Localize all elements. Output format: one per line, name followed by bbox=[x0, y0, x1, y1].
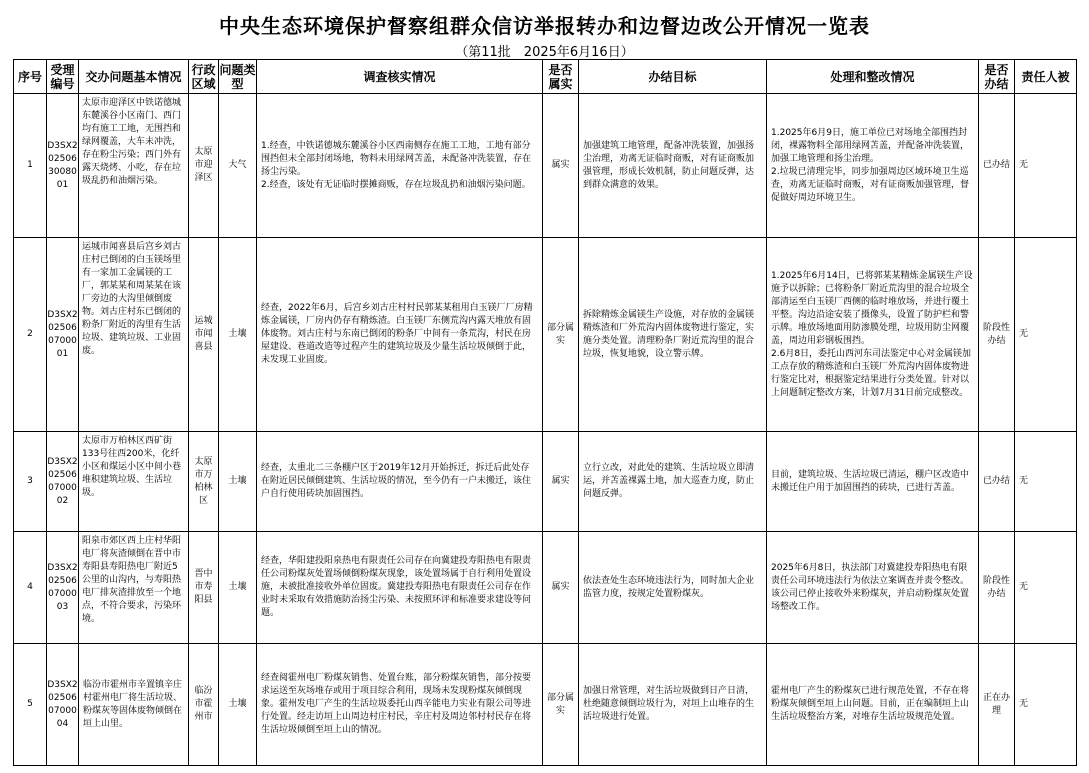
row-problem: 太原市万柏林区西矿街133号往西200米，化纤小区和煤运小区中间小巷堆积建筑垃圾、生活垃圾。 bbox=[79, 432, 189, 532]
table-row bbox=[14, 532, 1077, 644]
row-region: 晋中市寿阳县 bbox=[189, 532, 219, 644]
row-id: D3SX2025060700001 bbox=[47, 238, 79, 432]
handling-paragraph: 2.6月8日，委托山西河东司法鉴定中心对金属镁加工点存放的精炼渣和白玉镁厂外荒沟内固体废物进行鉴定比对，根据鉴定结果进行分类处置。针对以上问题制定整改方案，计划7月31日前完成整改。 bbox=[771, 348, 972, 398]
row-seq: 2 bbox=[14, 238, 47, 432]
row-goal: 依法查处生态环境违法行为，同时加大企业监管力度，按规定处置粉煤灰。 bbox=[579, 532, 767, 644]
row-done: 阶段性办结 bbox=[979, 238, 1015, 432]
header-goal: 办结目标 bbox=[579, 60, 767, 94]
header-handling: 处理和整改情况 bbox=[767, 60, 979, 94]
row-verified: 属实 bbox=[543, 532, 579, 644]
row-id: D3SX2025060700002 bbox=[47, 432, 79, 532]
row-region: 临汾市霍州市 bbox=[189, 644, 219, 766]
row-goal: 拆除精炼金属镁生产设施，对存放的金属镁精炼渣和厂外荒沟内固体废物进行鉴定，实施分类处置。清理粉条厂附近荒沟里的混合垃圾，恢复地貌，设立警示牌。 bbox=[579, 238, 767, 432]
row-handling bbox=[767, 644, 979, 766]
investigation-paragraph: 经查，太重北二三条棚户区于2019年12月开始拆迁，拆迁后此处存在附近居民倾倒建筑、生活垃圾的情况，至今仍有一户未搬迁，该住户自行使用砖块加固围挡。 bbox=[261, 463, 532, 499]
handling-paragraph: 2025年6月8日，执法部门对冀建投寿阳热电有限责任公司环境违法行为依法立案调查并责令整改。该公司已停止接收外来粉煤灰，并启动粉煤灰处置场整改工作。 bbox=[771, 562, 970, 612]
handling-paragraph: 1.2025年6月9日，施工单位已对场地全部围挡封闭，裸露物料全部用绿网苫盖，并配备冲洗装置，加强工地管理和扬尘治理。 bbox=[771, 127, 970, 164]
row-verified: 属实 bbox=[543, 94, 579, 238]
table-row bbox=[14, 94, 1077, 238]
row-region: 太原市迎泽区 bbox=[189, 94, 219, 238]
header-seq: 序号 bbox=[14, 60, 47, 94]
header-done: 是否办结 bbox=[979, 60, 1015, 94]
page-title: 中央生态环境保护督察组群众信访举报转办和边督边改公开情况一览表 bbox=[219, 14, 870, 38]
row-id: D3SX2025060700004 bbox=[47, 644, 79, 766]
header-id: 受理编号 bbox=[47, 60, 79, 94]
row-type: 土壤 bbox=[219, 238, 257, 432]
handling-paragraph: 霍州电厂产生的粉煤灰已进行规范处置，不存在将粉煤灰倾倒至垣上山问题。目前，正在编制垣上山生活垃圾整治方案，对堆存生活垃圾规范处置。 bbox=[771, 686, 970, 722]
row-accountable: 无 bbox=[1015, 532, 1077, 644]
row-handling bbox=[767, 94, 979, 238]
row-investigation bbox=[257, 432, 543, 532]
header-problem: 交办问题基本情况 bbox=[79, 60, 189, 94]
row-problem: 阳泉市郊区西上庄村华阳电厂将灰渣倾倒在晋中市寿阳县寿阳热电厂附近5公里的山沟内，与寿阳热电厂排灰渣排放至一个地点，不符合要求，污染环境。 bbox=[79, 532, 189, 644]
row-accountable: 无 bbox=[1015, 238, 1077, 432]
row-type: 土壤 bbox=[219, 644, 257, 766]
table-row bbox=[14, 238, 1077, 432]
header-type: 问题类型 bbox=[219, 60, 257, 94]
handling-paragraph: 目前，建筑垃圾、生活垃圾已清运，棚户区改造中未搬迁住户用于加固围挡的砖块，已进行苫盖。 bbox=[771, 469, 970, 493]
row-done: 已办结 bbox=[979, 432, 1015, 532]
row-seq: 5 bbox=[14, 644, 47, 766]
row-type: 大气 bbox=[219, 94, 257, 238]
row-problem: 太原市迎泽区中铁诺德城东麓溪谷小区南门、西门均有施工工地，无围挡和绿网覆盖，大车未冲洗，存在粉尘污染；西门外有露天烧烤、小吃，存在垃圾乱扔和油烟污染。 bbox=[79, 94, 189, 238]
header-verified: 是否属实 bbox=[543, 60, 579, 94]
report-table bbox=[13, 59, 1077, 766]
row-accountable: 无 bbox=[1015, 432, 1077, 532]
row-handling bbox=[767, 532, 979, 644]
row-seq: 1 bbox=[14, 94, 47, 238]
investigation-paragraph: 经查，华阳建投阳泉热电有限责任公司存在向冀建投寿阳热电有限责任公司粉煤灰处置场倾倒粉煤灰现象，该处置场属于自行利用处置设施，未被批准接收外单位固废。冀建投寿阳热电有限责任公司存在作业时未采取有效措施防治扬尘污染、未按照环评和标准要求建设等问题。 bbox=[261, 556, 532, 618]
row-done: 阶段性办结 bbox=[979, 532, 1015, 644]
row-problem: 临汾市霍州市辛置镇辛庄村霍州电厂将生活垃圾、粉煤灰等固体废物倾倒在垣上山里。 bbox=[79, 644, 189, 766]
handling-paragraph: 2.垃圾已清理完毕，同步加强周边区域环境卫生巡查，劝离无证临时商贩，对有证商贩加强管理，督促做好周边环境卫生。 bbox=[771, 166, 970, 203]
row-done: 正在办理 bbox=[979, 644, 1015, 766]
row-goal: 立行立改，对此处的建筑、生活垃圾立即清运，并苫盖裸露土地，加大巡查力度，防止问题反弹。 bbox=[579, 432, 767, 532]
row-id: D3SX2025060700003 bbox=[47, 532, 79, 644]
row-verified: 部分属实 bbox=[543, 238, 579, 432]
row-seq: 3 bbox=[14, 432, 47, 532]
row-verified: 属实 bbox=[543, 432, 579, 532]
row-problem: 运城市闻喜县后宫乡刘古庄村已倒闭的白玉镁场里有一家加工金属镁的工厂，郭某某和周某某在该厂旁边的大沟里倾倒废物。刘古庄村东已倒闭的粉条厂附近的沟里有生活垃圾、建筑垃圾、工业固废。 bbox=[79, 238, 189, 432]
row-verified: 部分属实 bbox=[543, 644, 579, 766]
row-region: 运城市闻喜县 bbox=[189, 238, 219, 432]
header-row bbox=[14, 60, 1077, 94]
row-type: 土壤 bbox=[219, 432, 257, 532]
row-investigation bbox=[257, 94, 543, 238]
investigation-paragraph: 经查，2022年6月，后宫乡刘古庄村村民郭某某租用白玉镁厂厂房精炼金属镁，厂房内仍存有精炼渣。白玉镁厂东侧荒沟内露天堆放有固体废物。刘古庄村与东南已倒闭的粉条厂中间有一条荒沟，村民在房屋建设、巷道改造等过程产生的建筑垃圾及少量生活垃圾倾倒于此，未发现工业固废。 bbox=[261, 303, 533, 365]
row-investigation bbox=[257, 532, 543, 644]
row-region: 太原市万柏林区 bbox=[189, 432, 219, 532]
header-region: 行政区域 bbox=[189, 60, 219, 94]
row-accountable: 无 bbox=[1015, 644, 1077, 766]
handling-paragraph: 1.2025年6月14日，已将郭某某精炼金属镁生产设施予以拆除；已将粉条厂附近荒沟里的混合垃圾全部清运至白玉镁厂西侧的临时堆放场，并进行覆土平整。沟边沿途安装了摄像头，设置了防护栏和警示牌。堆放场地面用防渗膜处理，垃圾用防尘网覆盖，周边用彩钢板围挡。 bbox=[771, 270, 973, 346]
row-accountable: 无 bbox=[1015, 94, 1077, 238]
row-id: D3SX2025063008001 bbox=[47, 94, 79, 238]
page-subtitle: （第11批 2025年6月16日） bbox=[455, 45, 634, 60]
row-handling bbox=[767, 432, 979, 532]
row-goal: 加强建筑工地管理，配备冲洗装置，加强扬尘治理，劝离无证临时商贩，对有证商贩加强管理，形成长效机制，防止问题反弹，达到群众满意的效果。 bbox=[579, 94, 767, 238]
row-investigation bbox=[257, 238, 543, 432]
investigation-paragraph: 1.经查，中铁诺德城东麓溪谷小区西南侧存在施工工地，工地有部分围挡但未全部封闭场地，物料未用绿网苫盖，未配备冲洗装置，存在扬尘污染。 bbox=[261, 140, 532, 177]
header-investigation: 调查核实情况 bbox=[257, 60, 543, 94]
row-investigation bbox=[257, 644, 543, 766]
investigation-paragraph: 2.经查，该处有无证临时摆摊商贩，存在垃圾乱扔和油烟污染问题。 bbox=[261, 179, 531, 190]
row-handling bbox=[767, 238, 979, 432]
row-goal: 加强日常管理，对生活垃圾做到日产日清，杜绝随意倾倒垃圾行为，对垣上山堆存的生活垃圾进行处置。 bbox=[579, 644, 767, 766]
table-row bbox=[14, 432, 1077, 532]
row-type: 土壤 bbox=[219, 532, 257, 644]
header-accountable: 责任人被 bbox=[1015, 60, 1077, 94]
investigation-paragraph: 经查阅霍州电厂粉煤灰销售、处置台账，部分粉煤灰销售，部分按要求运送至灰场堆存或用于项目综合利用，现场未发现粉煤灰倾倒现象。霍州发电厂产生的生活垃圾委托山西辛能电力实业有限公司等进行处置。经走访垣上山周边村庄村民，辛庄村及周边邻村村民存在将生活垃圾倾倒至垣上山的情况。 bbox=[261, 673, 532, 735]
row-done: 已办结 bbox=[979, 94, 1015, 238]
table-row bbox=[14, 644, 1077, 766]
row-seq: 4 bbox=[14, 532, 47, 644]
